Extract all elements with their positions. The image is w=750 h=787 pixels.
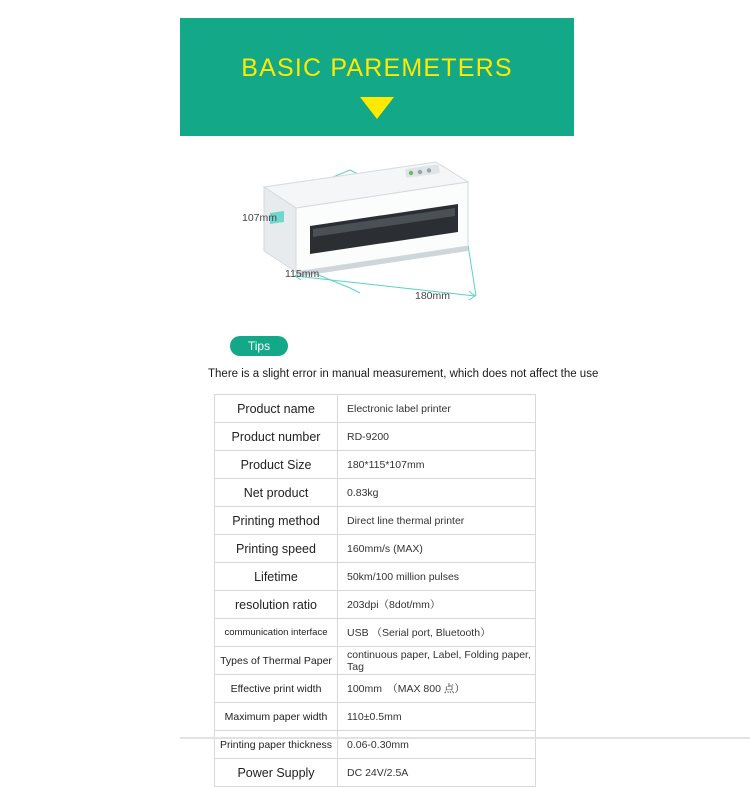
spec-key: Product number bbox=[215, 423, 338, 451]
spec-key: communication interface bbox=[215, 619, 338, 647]
table-row bbox=[215, 507, 536, 535]
spec-key: Product Size bbox=[215, 451, 338, 479]
table-row bbox=[215, 731, 536, 759]
specifications-table bbox=[214, 394, 536, 787]
spec-value: 110±0.5mm bbox=[338, 703, 536, 731]
spec-value: 0.83kg bbox=[338, 479, 536, 507]
printer-illustration bbox=[200, 150, 560, 315]
spec-value: 203dpi（8dot/mm） bbox=[338, 591, 536, 619]
spec-value: 180*115*107mm bbox=[338, 451, 536, 479]
spec-key: Types of Thermal Paper bbox=[215, 647, 338, 675]
table-row bbox=[215, 451, 536, 479]
spec-value: 50km/100 million pulses bbox=[338, 563, 536, 591]
page-title: BASIC PAREMETERS bbox=[241, 54, 513, 82]
spec-value: Direct line thermal printer bbox=[338, 507, 536, 535]
down-triangle-icon bbox=[360, 97, 394, 119]
tips-badge: Tips bbox=[230, 336, 288, 356]
spec-value: Electronic label printer bbox=[338, 395, 536, 423]
table-row bbox=[215, 479, 536, 507]
table-row bbox=[215, 591, 536, 619]
dimension-height-label: 107mm bbox=[242, 212, 278, 224]
table-row bbox=[215, 563, 536, 591]
spec-key: Printing paper thickness bbox=[215, 731, 338, 759]
basic-parameters-banner bbox=[180, 18, 574, 136]
spec-key: Product name bbox=[215, 395, 338, 423]
table-row bbox=[215, 423, 536, 451]
spec-key: resolution ratio bbox=[215, 591, 338, 619]
table-row bbox=[215, 647, 536, 675]
spec-key: Effective print width bbox=[215, 675, 338, 703]
spec-key: Printing method bbox=[215, 507, 338, 535]
spec-value: 160mm/s (MAX) bbox=[338, 535, 536, 563]
spec-key: Maximum paper width bbox=[215, 703, 338, 731]
spec-key: Power Supply bbox=[215, 759, 338, 787]
spec-value: DC 24V/2.5A bbox=[338, 759, 536, 787]
spec-value: 100mm （MAX 800 点） bbox=[338, 675, 536, 703]
bottom-divider bbox=[180, 737, 750, 739]
table-row bbox=[215, 535, 536, 563]
dimension-depth-label: 115mm bbox=[285, 268, 320, 280]
spec-value: USB （Serial port, Bluetooth） bbox=[338, 619, 536, 647]
spec-value: RD-9200 bbox=[338, 423, 536, 451]
spec-value: 0.06-0.30mm bbox=[338, 731, 536, 759]
spec-key: Net product bbox=[215, 479, 338, 507]
spec-key: Printing speed bbox=[215, 535, 338, 563]
table-row bbox=[215, 759, 536, 787]
table-row bbox=[215, 675, 536, 703]
spec-key: Lifetime bbox=[215, 563, 338, 591]
table-row bbox=[215, 703, 536, 731]
spec-value: continuous paper, Label, Folding paper, Tag bbox=[338, 647, 536, 675]
specifications-table-body bbox=[215, 395, 536, 787]
product-image-diagram bbox=[200, 150, 560, 315]
dimension-width-label: 180mm bbox=[415, 290, 451, 302]
table-row bbox=[215, 395, 536, 423]
table-row bbox=[215, 619, 536, 647]
tips-note: There is a slight error in manual measurement, which does not affect the use bbox=[208, 368, 599, 380]
